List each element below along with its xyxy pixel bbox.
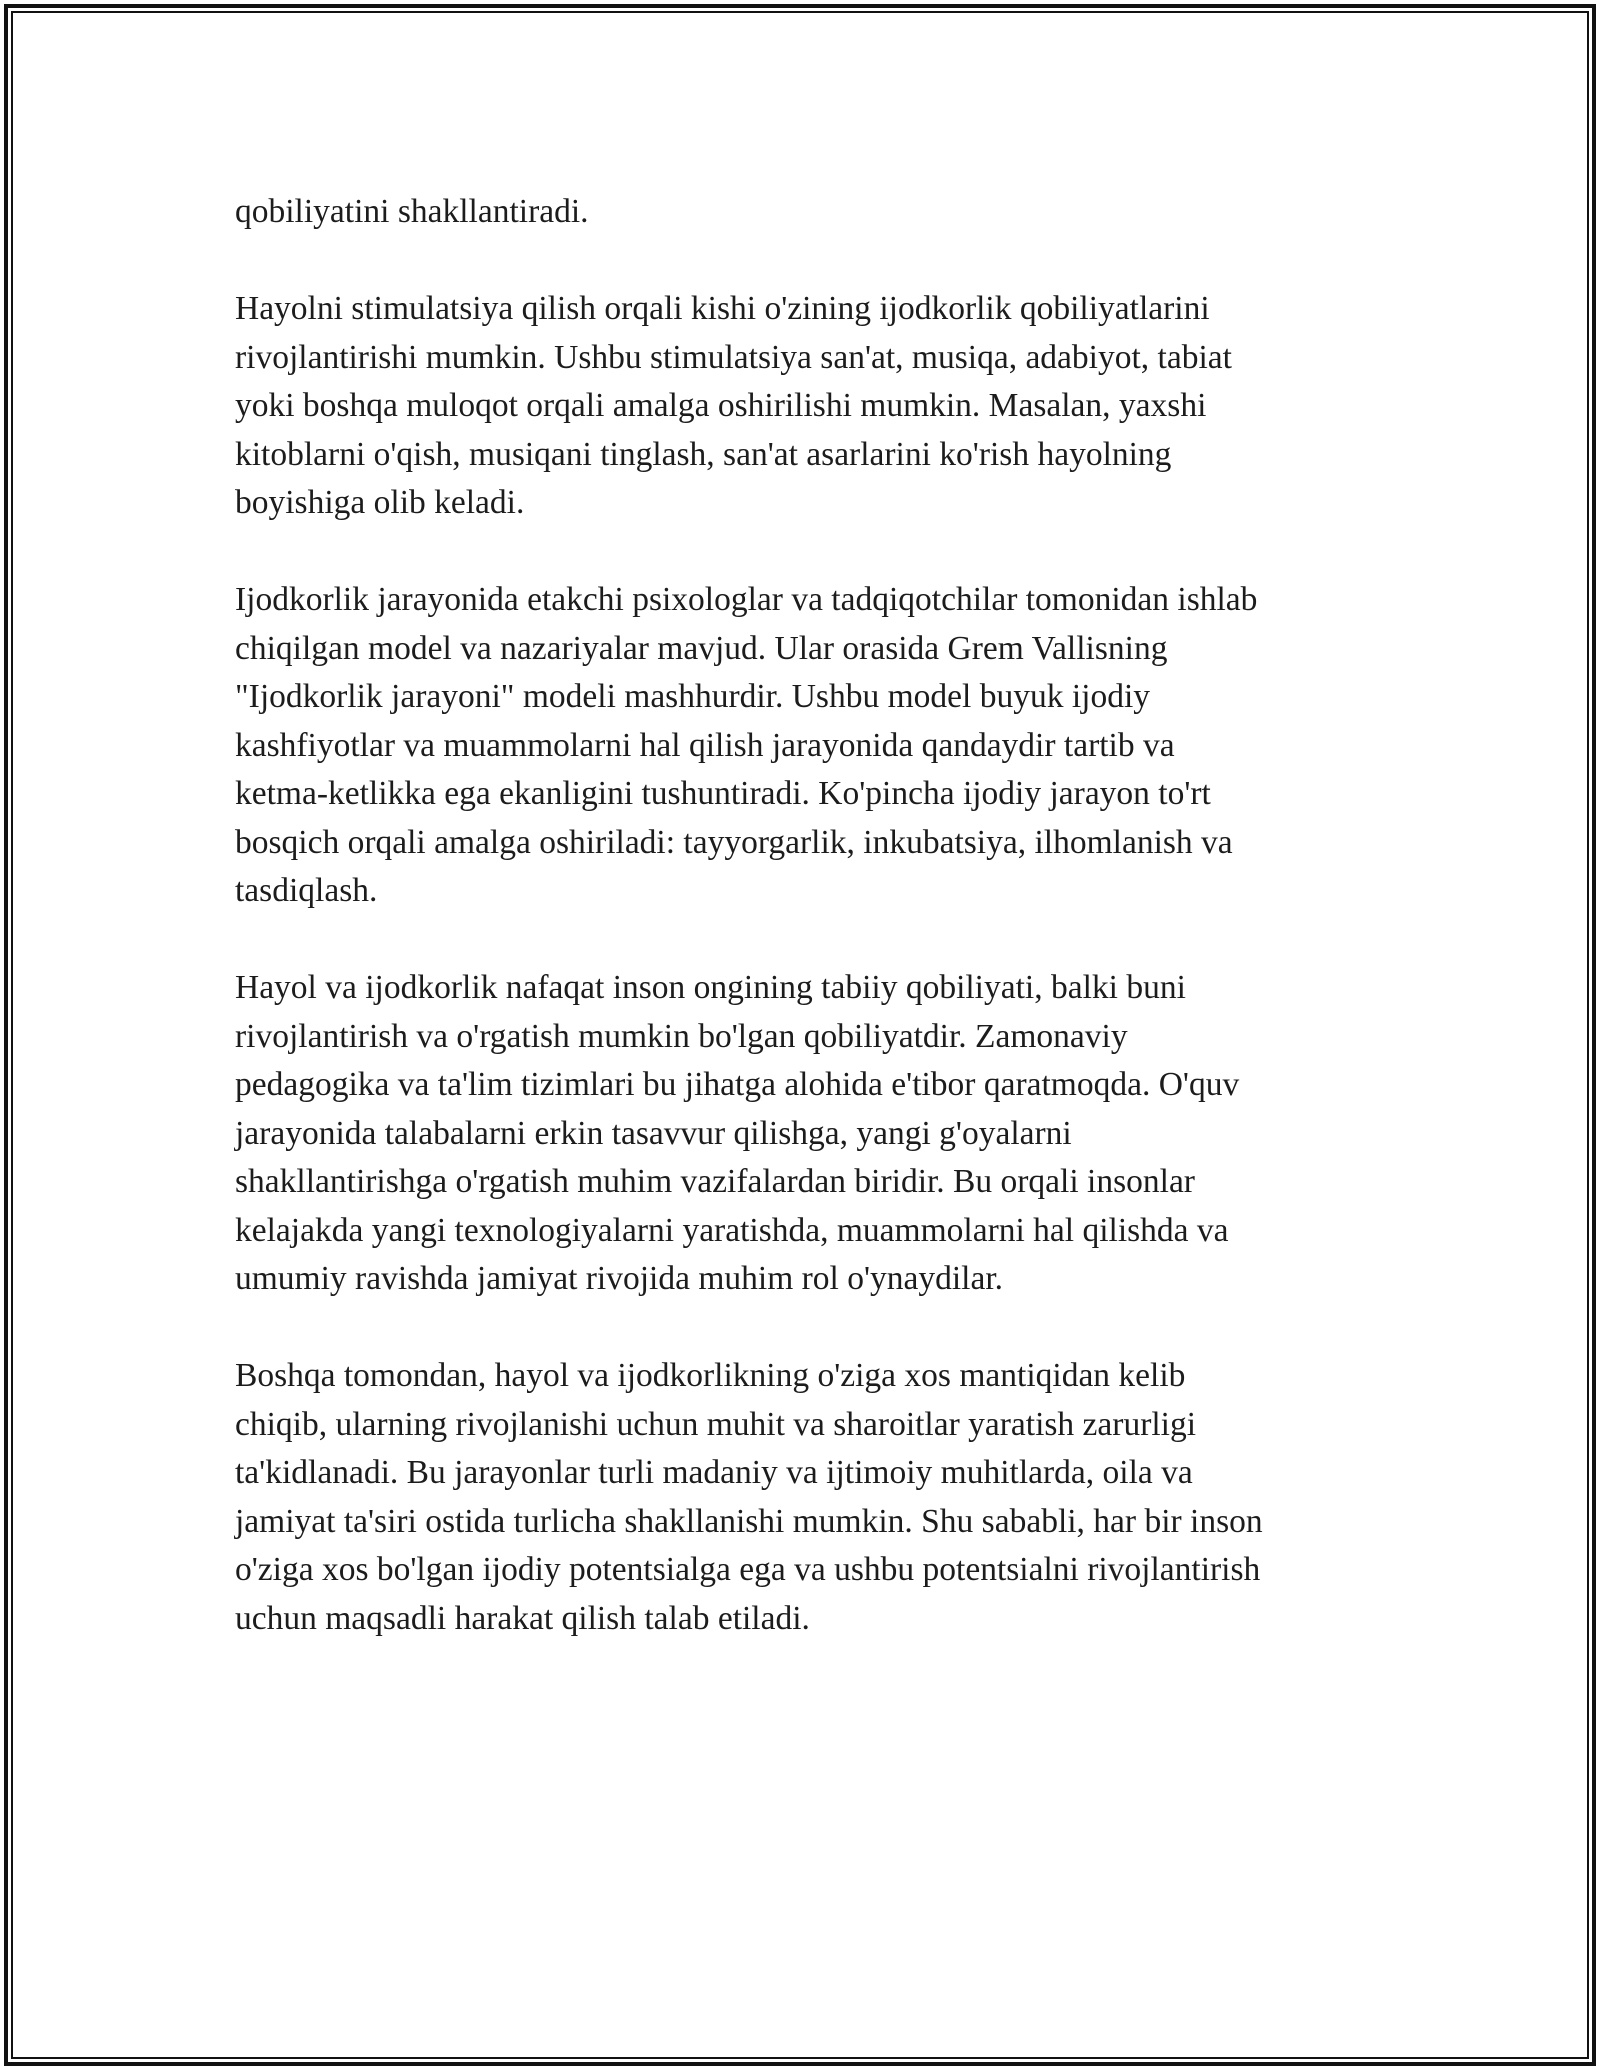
text-line: ta'kidlanadi. Bu jarayonlar turli madaniy va ijtimoiy muhitlarda, oila va	[235, 1454, 1193, 1491]
text-line: bosqich orqali amalga oshiriladi: tayyorgarlik, inkubatsiya, ilhomlanish va	[235, 823, 1233, 861]
text-line: Hayol va ijodkorlik nafaqat inson ongining tabiiy qobiliyati, balki buni	[235, 969, 1186, 1006]
paragraph-2	[235, 285, 1365, 528]
document-body	[235, 188, 1365, 1692]
text-line: chiqib, ularning rivojlanishi uchun muhit va sharoitlar yaratish zarurligi	[235, 1405, 1197, 1443]
text-line: uchun maqsadli harakat qilish talab etiladi.	[235, 1599, 810, 1637]
text-line: jarayonida talabalarni erkin tasavvur qilishga, yangi g'oyalarni	[235, 1114, 1072, 1152]
text-line: kashfiyotlar va muammolarni hal qilish jarayonida qandaydir tartib va	[235, 726, 1175, 764]
paragraph-4	[235, 964, 1365, 1304]
text-line: kitoblarni o'qish, musiqani tinglash, san'at asarlarini ko'rish hayolning	[235, 435, 1172, 473]
text-line: Boshqa tomondan, hayol va ijodkorlikning o'ziga xos mantiqidan kelib	[235, 1357, 1186, 1394]
text-line: o'ziga xos bo'lgan ijodiy potentsialga ega va ushbu potentsialni rivojlantirish	[235, 1551, 1261, 1588]
paragraph-5	[235, 1352, 1365, 1643]
text-line: shakllantirishga o'rgatish muhim vazifalardan biridir. Bu orqali insonlar	[235, 1163, 1195, 1200]
text-line: Ijodkorlik jarayonida etakchi psixologlar va tadqiqotchilar tomonidan ishlab	[235, 581, 1258, 618]
paragraph-3	[235, 576, 1365, 916]
text-line: boyishiga olib keladi.	[235, 484, 525, 521]
text-line: "Ijodkorlik jarayoni" modeli mashhurdir. Ushbu model buyuk ijodiy	[235, 678, 1151, 715]
text-line: rivojlantirish va o'rgatish mumkin bo'lgan qobiliyatdir. Zamonaviy	[235, 1017, 1128, 1055]
text-line: qobiliyatini shakllantiradi.	[235, 193, 589, 230]
text-line: ketma-ketlikka ega ekanligini tushuntiradi. Ko'pincha ijodiy jarayon to'rt	[235, 775, 1211, 812]
text-line: kelajakda yangi texnologiyalarni yaratishda, muammolarni hal qilishda va	[235, 1211, 1229, 1249]
text-line: tasdiqlash.	[235, 872, 378, 909]
text-line: rivojlantirishi mumkin. Ushbu stimulatsiya san'at, musiqa, adabiyot, tabiat	[235, 338, 1232, 376]
text-line: yoki boshqa muloqot orqali amalga oshirilishi mumkin. Masalan, yaxshi	[235, 387, 1207, 424]
text-line: Hayolni stimulatsiya qilish orqali kishi o'zining ijodkorlik qobiliyatlarini	[235, 290, 1210, 327]
text-line: pedagogika va ta'lim tizimlari bu jihatga alohida e'tibor qaratmoqda. O'quv	[235, 1066, 1240, 1103]
paragraph-1	[235, 188, 1365, 237]
text-line: chiqilgan model va nazariyalar mavjud. Ular orasida Grem Vallisning	[235, 629, 1168, 667]
text-line: jamiyat ta'siri ostida turlicha shakllanishi mumkin. Shu sababli, har bir inson	[235, 1502, 1263, 1540]
text-line: umumiy ravishda jamiyat rivojida muhim rol o'ynaydilar.	[235, 1260, 1004, 1297]
